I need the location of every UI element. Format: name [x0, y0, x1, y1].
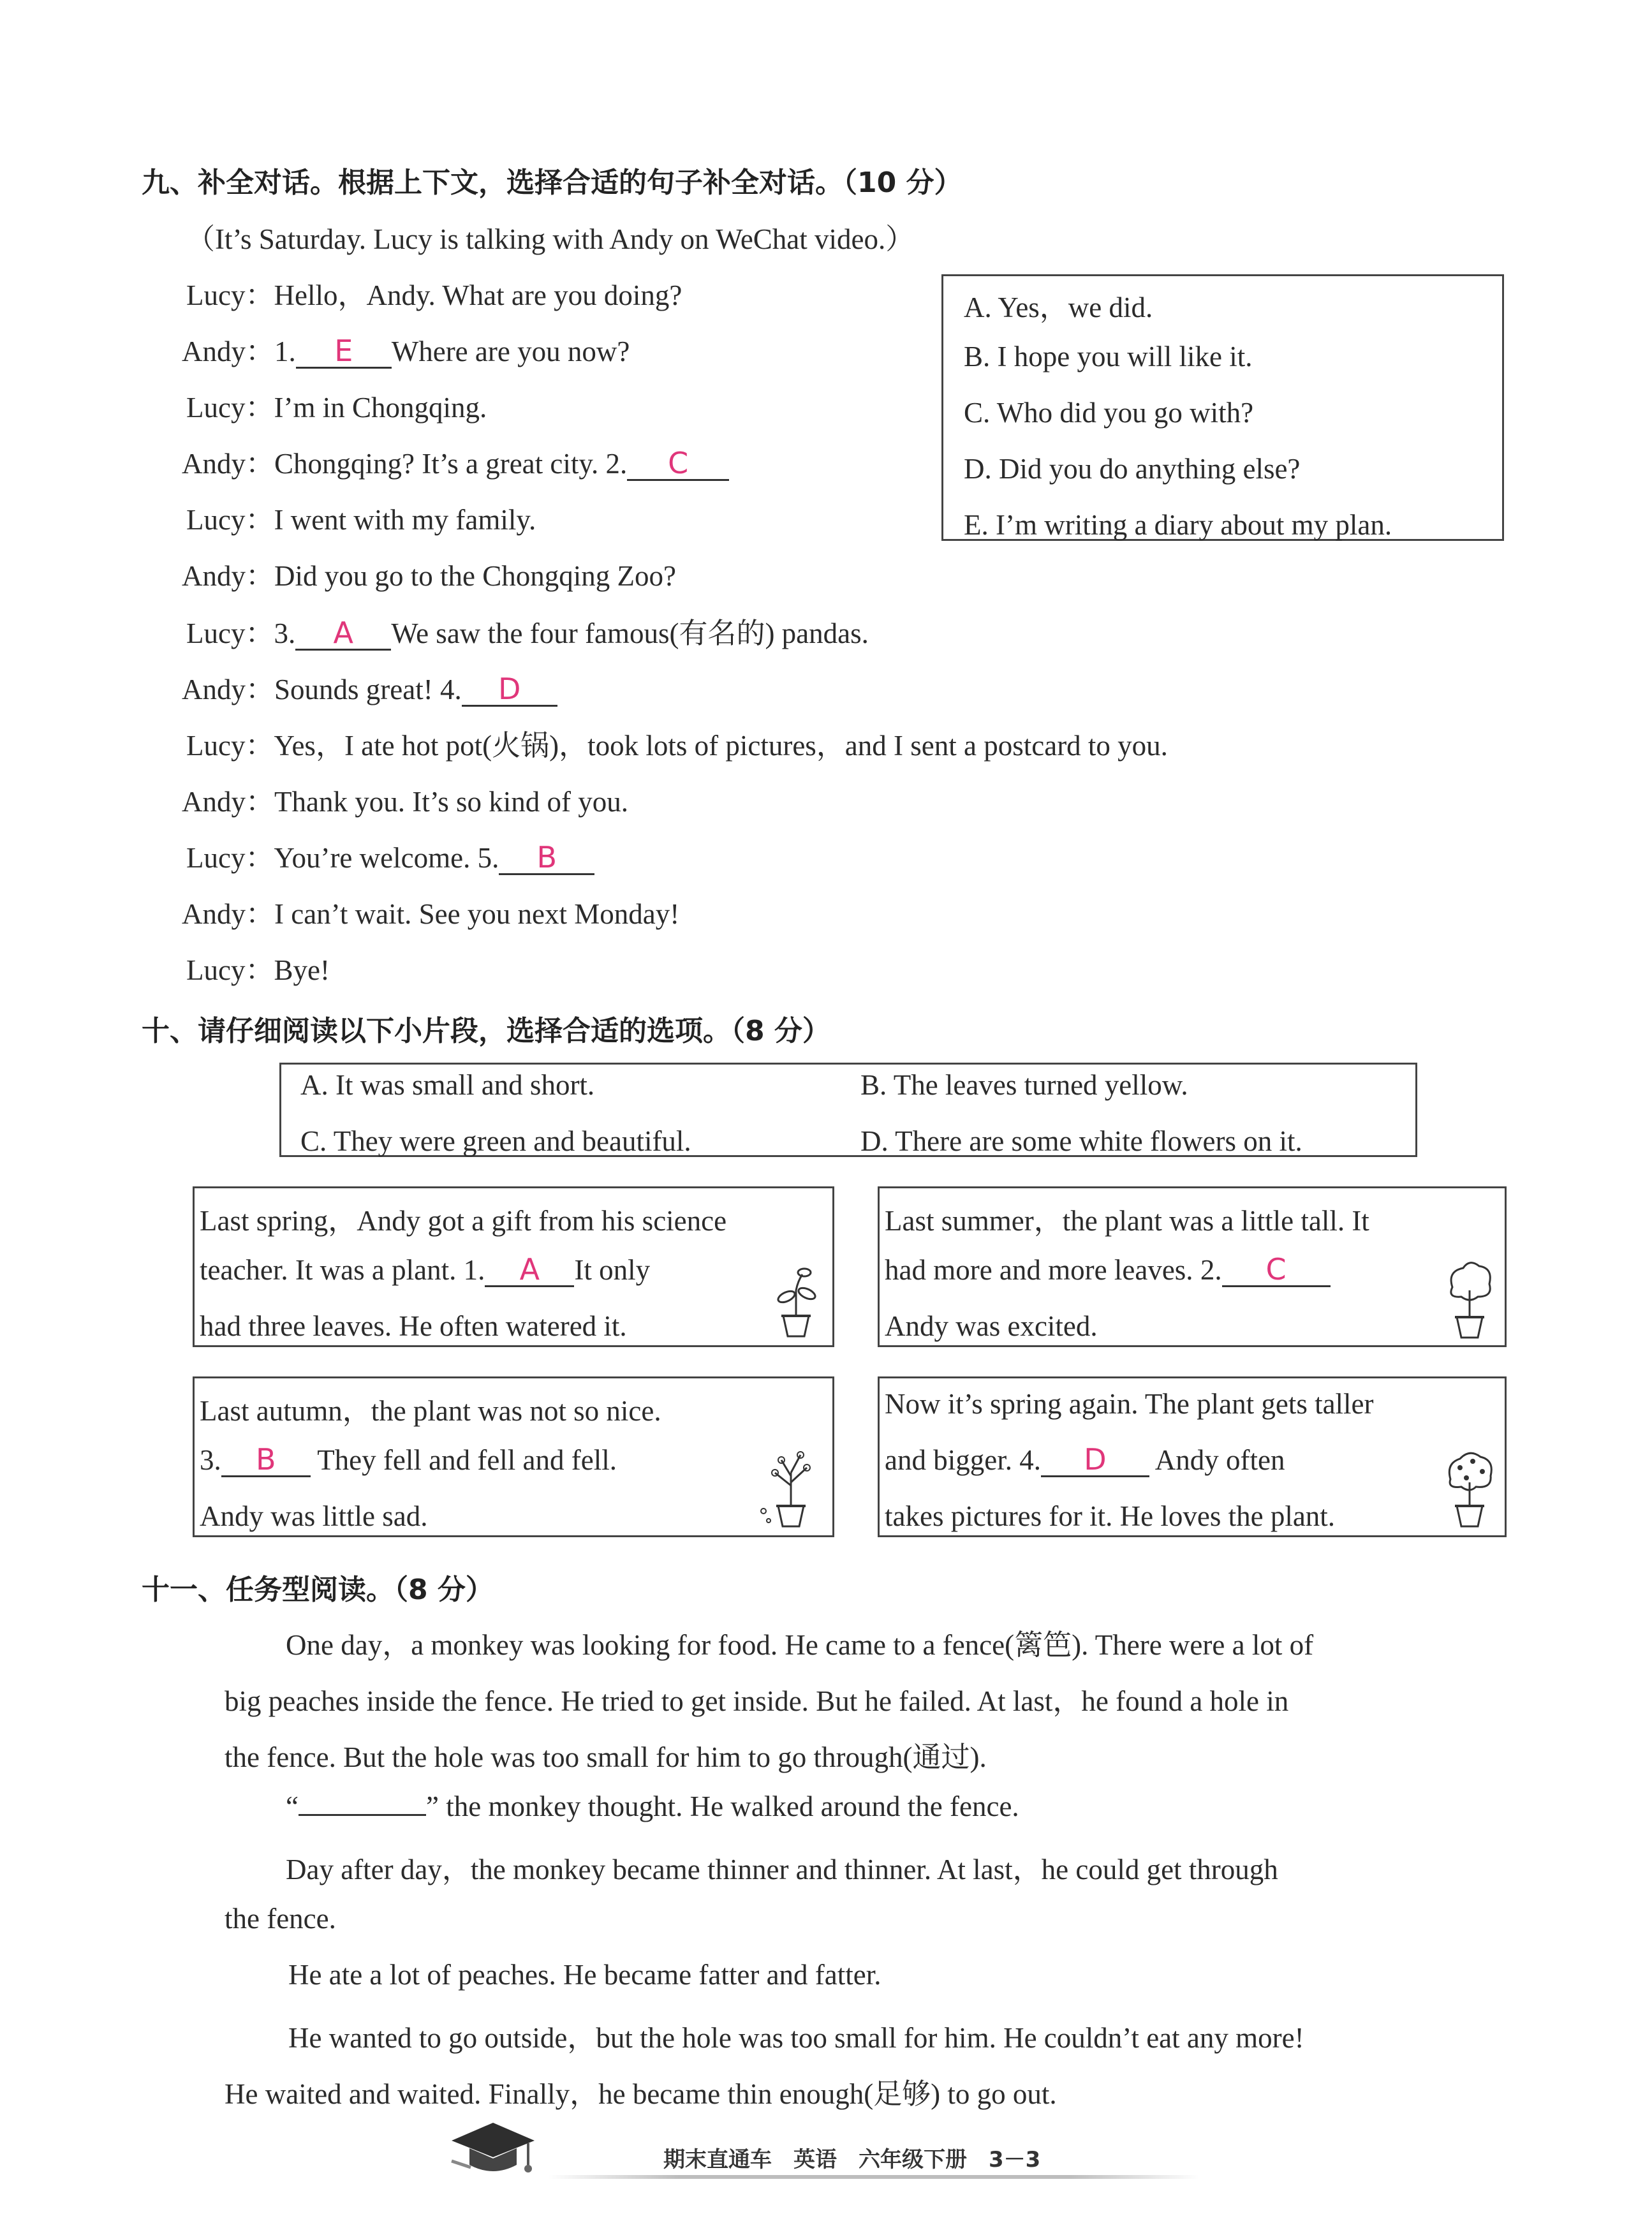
speaker: Andy： — [182, 560, 274, 592]
speaker: Andy： — [182, 448, 274, 480]
passage-line: One day，a monkey was looking for food. He came to a fence(篱笆). There were a lot of — [286, 1629, 1314, 1661]
footer-text: 期末直通车 英语 六年级下册 3－3 — [663, 2147, 1041, 2172]
speaker: Andy： — [182, 898, 274, 930]
quote-close: ” — [425, 1790, 439, 1822]
option-c: C. They were green and beautiful. — [300, 1125, 691, 1157]
panel-text: teacher. It was a plant. — [200, 1254, 457, 1286]
dialogue-line — [182, 328, 630, 369]
blank-number: 1. — [274, 336, 296, 367]
panel-text: Andy often — [1154, 1444, 1285, 1476]
panel-text: Now it’s spring again. The plant gets taller — [885, 1388, 1374, 1420]
blank-number: 2. — [605, 448, 628, 480]
blank-number: 5. — [477, 842, 499, 874]
option-e: E. I’m writing a diary about my plan. — [964, 509, 1392, 541]
speaker: Andy： — [182, 336, 274, 367]
option-a: A. Yes，we did. — [964, 291, 1153, 323]
dialogue-text: Did you go to the Chongqing Zoo? — [274, 560, 676, 592]
section9-heading: 九、补全对话。根据上下文，选择合适的句子补全对话。（10 分） — [142, 166, 962, 199]
small-plant-icon — [767, 1265, 825, 1341]
option-b: B. The leaves turned yellow. — [860, 1069, 1188, 1101]
panel-text-line — [200, 1253, 650, 1287]
dialogue-text: You’re welcome. — [274, 842, 471, 874]
panel-text: They fell and fell and fell. — [317, 1444, 617, 1476]
passage-line: big peaches inside the fence. He tried to get inside. But he failed. At last，he found a hole in — [225, 1685, 1289, 1717]
panel-text: takes pictures for it. He loves the plant. — [885, 1500, 1336, 1532]
passage-line: the fence. — [225, 1903, 336, 1935]
dialogue-line — [186, 947, 330, 988]
passage-line: Day after day，the monkey became thinner and thinner. At last，he could get through — [286, 1854, 1278, 1885]
story-panel-2 — [878, 1186, 1507, 1347]
answer-blank-2[interactable]: C — [627, 447, 729, 481]
speaker: Lucy： — [186, 617, 274, 649]
passage-line: He wanted to go outside，but the hole was too small for him. He couldn’t eat any more! — [288, 2022, 1304, 2054]
option-a: A. It was small and short. — [300, 1069, 595, 1101]
speaker: Lucy： — [186, 842, 274, 874]
passage-line: He ate a lot of peaches. He became fatter and fatter. — [288, 1959, 881, 1991]
dialogue-line — [182, 552, 676, 594]
dialogue-text: Thank you. It’s so kind of you. — [274, 786, 628, 818]
leafy-plant-icon — [1441, 1258, 1498, 1341]
section10-heading: 十、请仔细阅读以下小片段，选择合适的选项。（8 分） — [142, 1015, 830, 1047]
story-panel-4 — [878, 1376, 1507, 1537]
dialogue-line — [186, 272, 682, 313]
speaker: Lucy： — [186, 730, 274, 762]
quote-line — [286, 1790, 1019, 1823]
quote-blank[interactable] — [299, 1814, 426, 1816]
dialogue-text: Sounds great! — [274, 674, 433, 705]
panel-text-line — [200, 1443, 617, 1477]
panel-text: had more and more leaves. — [885, 1254, 1193, 1286]
dialogue-line — [186, 834, 594, 876]
panel-text: It only — [574, 1254, 651, 1286]
dialogue-text: Where are you now? — [391, 336, 630, 367]
speaker: Lucy： — [186, 392, 274, 424]
dialogue-text: Hello，Andy. What are you doing? — [274, 279, 682, 311]
quote-open: “ — [286, 1790, 299, 1822]
dialogue-text: I’m in Chongqing. — [274, 392, 487, 424]
answer-blank-4[interactable]: D — [1041, 1443, 1149, 1477]
answer-blank-3[interactable]: B — [221, 1443, 311, 1477]
option-b: B. I hope you will like it. — [964, 341, 1253, 372]
panel-text: Last summer，the plant was a little tall. It — [885, 1205, 1369, 1237]
section9-intro: （It’s Saturday. Lucy is talking with Andy on WeChat video.） — [186, 223, 915, 255]
panel-text: Last autumn，the plant was not so nice. — [200, 1395, 661, 1427]
dialogue-text: Bye! — [274, 954, 330, 986]
blank-number: 3. — [274, 617, 296, 649]
dialogue-text: Chongqing? It’s a great city. — [274, 448, 599, 480]
speaker: Lucy： — [186, 504, 274, 536]
blank-number: 2. — [1200, 1254, 1222, 1286]
story-panel-3 — [193, 1376, 834, 1537]
answer-blank-1[interactable]: E — [296, 335, 392, 369]
dialogue-text: Yes，I ate hot pot(火锅)，took lots of pictures，and I sent a postcard to you. — [274, 730, 1168, 762]
option-c: C. Who did you go with? — [964, 397, 1254, 429]
panel-text: had three leaves. He often watered it. — [200, 1310, 627, 1342]
dialogue-line — [182, 778, 628, 820]
answer-blank-3[interactable]: A — [295, 617, 391, 651]
blank-number: 3. — [200, 1444, 221, 1476]
option-d: D. Did you do anything else? — [964, 453, 1301, 485]
section10-options-box — [279, 1063, 1417, 1157]
wilting-plant-icon — [756, 1447, 820, 1530]
dialogue-line — [186, 610, 869, 651]
answer-blank-4[interactable]: D — [462, 673, 557, 707]
dialogue-text: I can’t wait. See you next Monday! — [274, 898, 680, 930]
dialogue-text: We saw the four famous(有名的) pandas. — [391, 617, 869, 649]
dialogue-line — [186, 722, 1168, 763]
panel-text: Andy was little sad. — [200, 1500, 428, 1532]
option-d: D. There are some white flowers on it. — [860, 1125, 1302, 1157]
dialogue-line — [182, 666, 557, 707]
flowering-plant-icon — [1441, 1447, 1498, 1530]
dialogue-line — [182, 890, 679, 932]
dialogue-line — [186, 496, 536, 538]
dialogue-line — [182, 440, 729, 482]
panel-text: Andy was excited. — [885, 1310, 1098, 1342]
answer-blank-2[interactable]: C — [1222, 1253, 1331, 1287]
graduation-cap-icon — [445, 2115, 541, 2185]
answer-blank-1[interactable]: A — [485, 1253, 574, 1287]
section9-options-box — [941, 274, 1504, 541]
speaker: Andy： — [182, 786, 274, 818]
blank-number: 4. — [439, 674, 462, 705]
speaker: Andy： — [182, 674, 274, 705]
panel-text-line — [885, 1253, 1331, 1287]
dialogue-text: I went with my family. — [274, 504, 536, 536]
panel-text: and bigger. — [885, 1444, 1012, 1476]
blank-number: 4. — [1019, 1444, 1041, 1476]
panel-text-line — [885, 1443, 1285, 1477]
speaker: Lucy： — [186, 954, 274, 986]
story-panel-1 — [193, 1186, 834, 1347]
footer-rule — [549, 2175, 1199, 2179]
answer-blank-5[interactable]: B — [499, 841, 594, 875]
section11-heading: 十一、任务型阅读。（8 分） — [142, 1574, 494, 1606]
passage-line: the fence. But the hole was too small for him to go through(通过). — [225, 1741, 987, 1773]
panel-text: Last spring，Andy got a gift from his science — [200, 1205, 727, 1237]
passage-text: the monkey thought. He walked around the fence. — [446, 1790, 1019, 1822]
dialogue-line — [186, 384, 487, 425]
passage-line: He waited and waited. Finally，he became thin enough(足够) to go out. — [225, 2078, 1057, 2110]
speaker: Lucy： — [186, 279, 274, 311]
blank-number: 1. — [463, 1254, 485, 1286]
